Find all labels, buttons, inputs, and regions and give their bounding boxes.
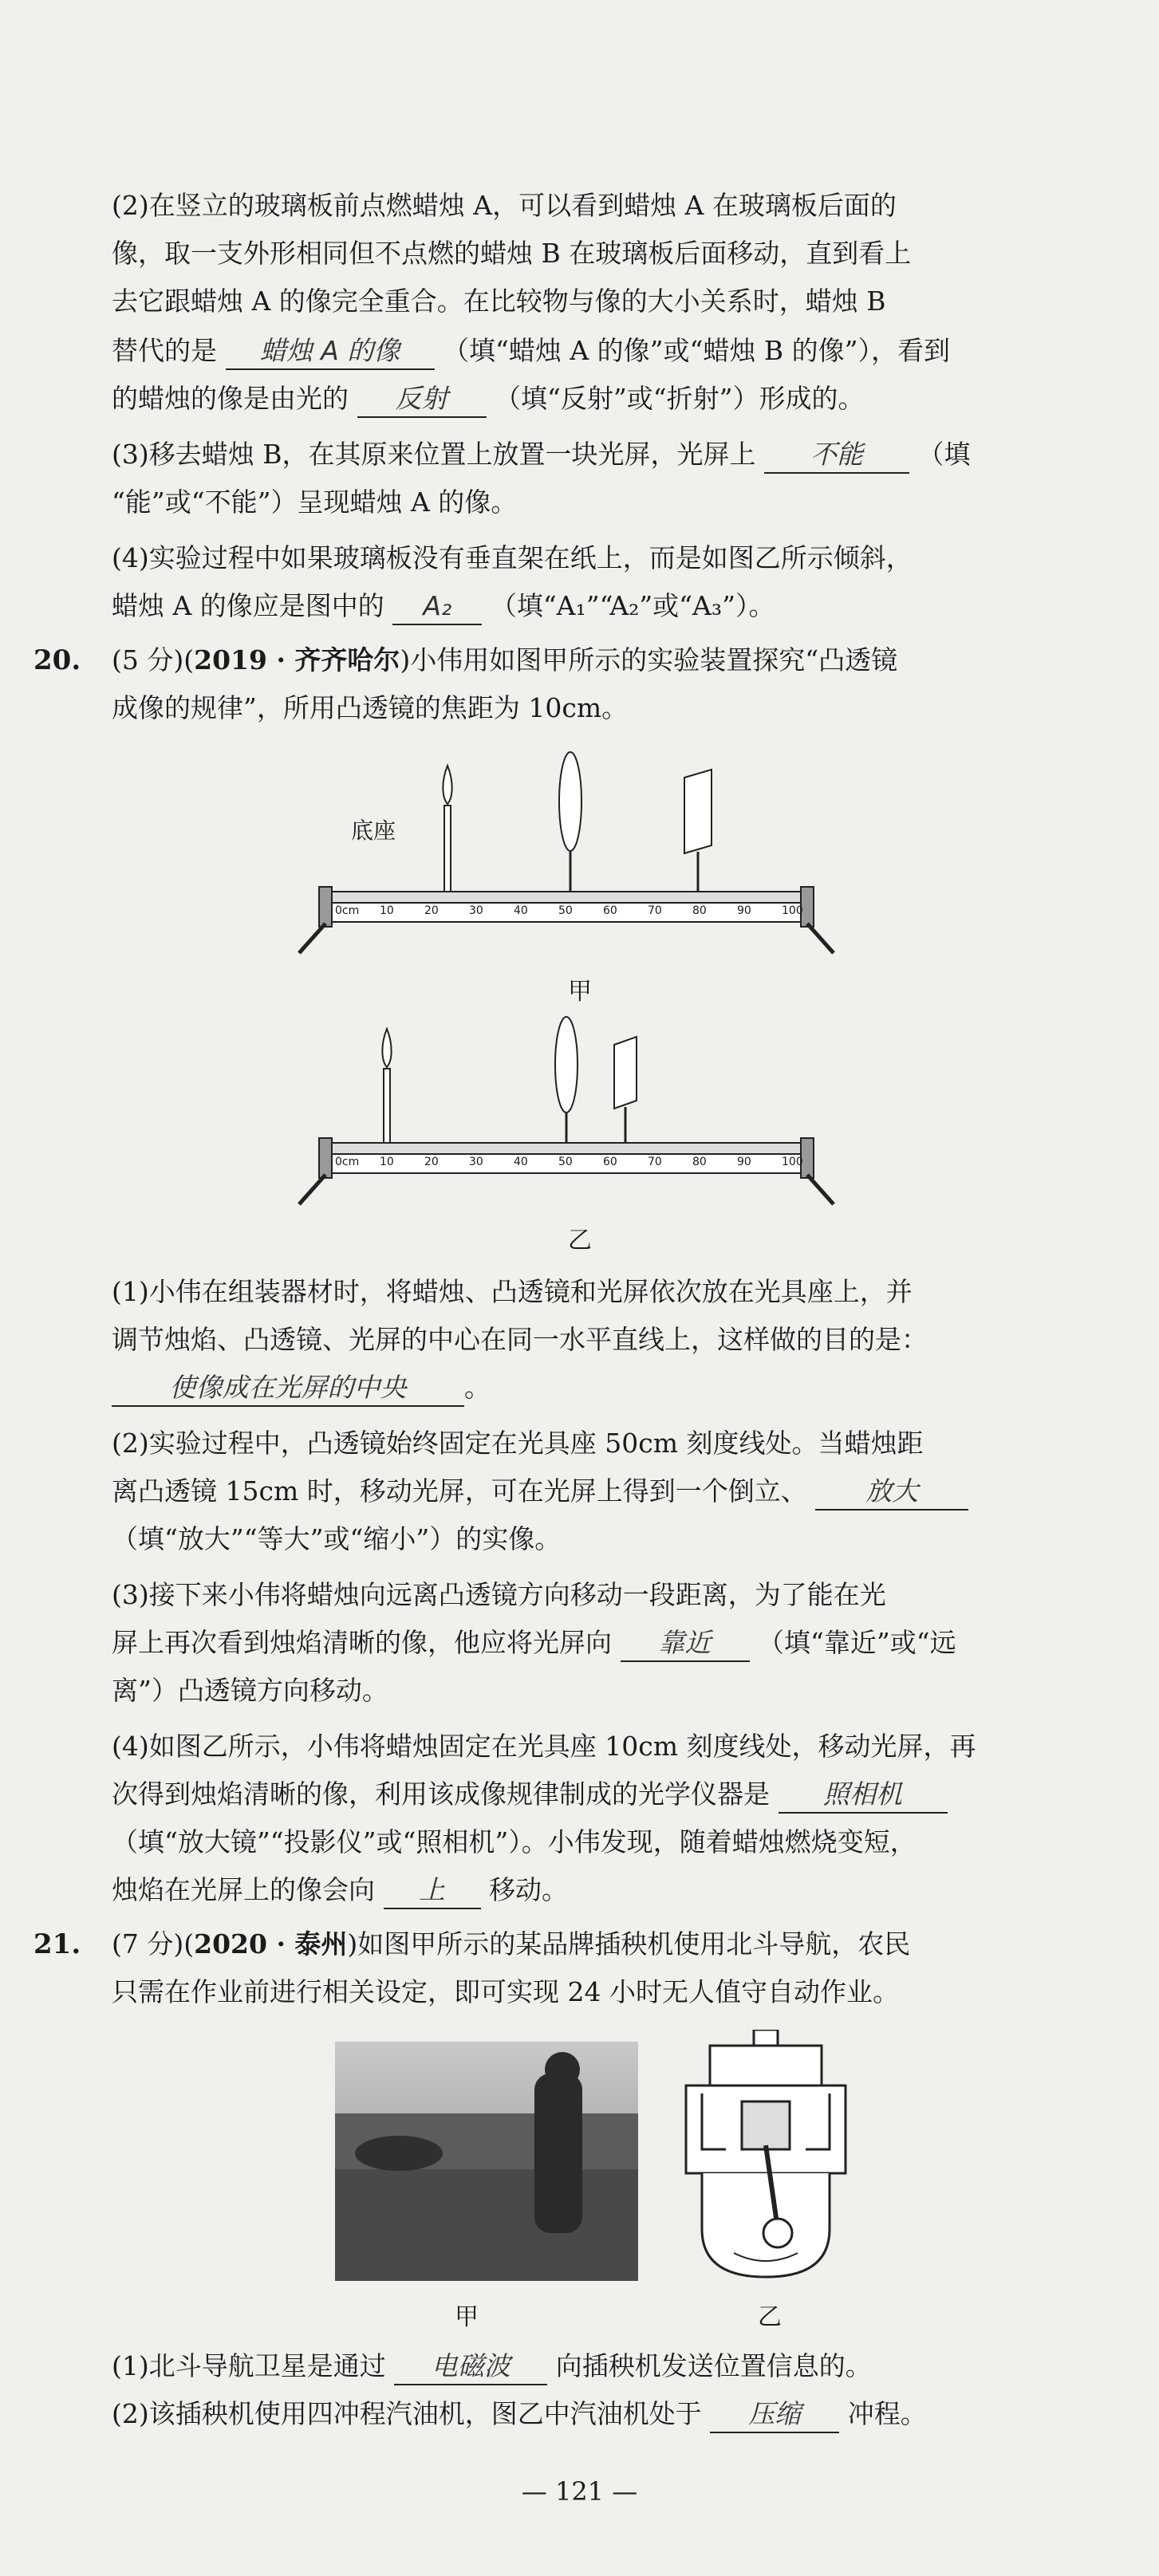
answer-blank: 压缩 [710,2397,839,2433]
figure-caption-b: 乙 [568,1227,592,1255]
ruler-tick-label: 70 [648,1156,662,1168]
text: 冲程。 [847,2398,927,2429]
ruler-tick-label: 30 [469,904,483,917]
q19-part3-line1 [112,437,1053,474]
figure-caption-a: 甲 [455,2303,479,2331]
q21-intro-line1 [112,1927,1053,1962]
ruler-tick-label: 100 [782,1156,803,1168]
ruler-tick-label: 0cm [335,1156,360,1168]
q19-part4-line2 [112,589,1053,625]
rice-transplanter-photo [335,2042,638,2281]
question-number: 21. [34,1928,81,1960]
ruler-tick-label: 10 [380,904,394,917]
base-label: 底座 [351,817,396,844]
text: )小伟用如图甲所示的实验装置探究“凸透镜 [400,644,898,676]
figure-caption-a: 甲 [568,978,592,1006]
q19-part2-line1: (2)在竖立的玻璃板前点燃蜡烛 A，可以看到蜡烛 A 在玻璃板后面的 [112,190,897,221]
text: (7 分)( [112,1928,195,1960]
text: 移动。 [489,1874,568,1905]
q20-part4-line2 [112,1777,1053,1814]
q19-part2-line5 [112,381,1053,418]
q20-part1-line2: 调节烛焰、凸透镜、光屏的中心在同一水平直线上，这样做的目的是： [112,1324,928,1355]
q21-part2 [112,2397,1053,2433]
ruler-ticks-a [335,904,803,920]
q20-part2-line1: (2)实验过程中，凸透镜始终固定在光具座 50cm 刻度线处。当蜡烛距 [112,1428,924,1459]
text: （填“靠近”或“远 [758,1627,956,1658]
page-number: — 121 — [521,2476,638,2507]
ruler-tick-label: 90 [737,1156,751,1168]
q20-part3-line2 [112,1625,1053,1662]
text: （填 [917,439,971,470]
text: 向插秧机发送位置信息的。 [555,2350,872,2381]
ruler-ticks-b [335,1156,803,1172]
text: （填“反射”或“折射”）形成的。 [495,383,865,414]
ruler-tick-label: 30 [469,1156,483,1168]
engine-diagram [678,2030,861,2285]
text: )如图甲所示的某品牌插秧机使用北斗导航，农民 [347,1928,911,1960]
text: (5 分)( [112,644,195,676]
text: (2)该插秧机使用四冲程汽油机，图乙中汽油机处于 [112,2398,702,2429]
q19-part4-line1: (4)实验过程中如果玻璃板没有垂直架在纸上，而是如图乙所示倾斜， [112,542,913,573]
answer-blank: 反射 [357,381,487,418]
q19-part3-line2: “能”或“不能”）呈现蜡烛 A 的像。 [112,486,518,518]
ruler-tick-label: 60 [603,1156,617,1168]
q20-part1-line1: (1)小伟在组装器材时，将蜡烛、凸透镜和光屏依次放在光具座上，并 [112,1276,913,1307]
ruler-tick-label: 50 [558,904,573,917]
answer-blank: 不能 [764,437,909,474]
ruler-tick-label: 60 [603,904,617,917]
text: 次得到烛焰清晰的像，利用该成像规律制成的光学仪器是 [112,1778,770,1810]
text: 烛焰在光屏上的像会向 [112,1874,375,1905]
text: 蜡烛 A 的像应是图中的 [112,590,384,621]
text: （填“蜡烛 A 的像”或“蜡烛 B 的像”），看到 [443,335,951,366]
answer-blank: 电磁波 [394,2349,547,2385]
q20-part2-line2 [112,1474,1053,1511]
ruler-tick-label: 90 [737,904,751,917]
text: （填“A₁”“A₂”或“A₃”）。 [490,590,775,621]
ruler-tick-label: 40 [514,1156,528,1168]
text: (3)移去蜡烛 B，在其原来位置上放置一块光屏，光屏上 [112,439,756,470]
answer-blank: 放大 [815,1474,968,1511]
question-number: 20. [34,644,81,676]
answer-blank: 蜡烛 A 的像 [226,333,435,370]
q20-part4-line4 [112,1873,1053,1909]
q19-part2-line4 [112,333,1053,370]
q21-part1 [112,2349,1053,2385]
text: (1)北斗导航卫星是通过 [112,2350,386,2381]
q20-intro-line2: 成像的规律”，所用凸透镜的焦距为 10cm。 [112,692,629,723]
text: 离凸透镜 15cm 时，移动光屏，可在光屏上得到一个倒立、 [112,1475,807,1507]
answer-blank: A₂ [392,589,482,625]
q20-intro-line1 [112,643,1053,678]
ruler-tick-label: 10 [380,1156,394,1168]
answer-blank: 使像成在光屏的中央 [112,1370,464,1407]
source-tag: 2019 · 齐齐哈尔 [194,644,400,676]
q20-part3-line1: (3)接下来小伟将蜡烛向远离凸透镜方向移动一段距离，为了能在光 [112,1579,886,1610]
ruler-tick-label: 0cm [335,904,360,917]
ruler-tick-label: 20 [424,904,439,917]
text: 屏上再次看到烛焰清晰的像，他应将光屏向 [112,1627,612,1658]
optical-bench-figure-b [295,1013,853,1220]
answer-blank: 上 [384,1873,481,1909]
answer-blank: 照相机 [779,1777,948,1814]
ruler-tick-label: 50 [558,1156,573,1168]
ruler-tick-label: 40 [514,904,528,917]
q20-part4-line3: （填“放大镜”“投影仪”或“照相机”）。小伟发现，随着蜡烛燃烧变短， [112,1826,917,1857]
text: 的蜡烛的像是由光的 [112,383,349,414]
optical-bench-figure-a [295,750,853,965]
q20-part4-line1: (4)如图乙所示，小伟将蜡烛固定在光具座 10cm 刻度线处，移动光屏，再 [112,1731,976,1762]
answer-blank: 靠近 [621,1625,750,1662]
ruler-tick-label: 70 [648,904,662,917]
q20-part3-line3: 离”）凸透镜方向移动。 [112,1675,388,1706]
ruler-tick-label: 80 [692,1156,707,1168]
ruler-tick-label: 20 [424,1156,439,1168]
text: 。 [464,1372,491,1403]
source-tag: 2020 · 泰州 [194,1928,348,1960]
ruler-tick-label: 80 [692,904,707,917]
q19-part2-line3: 去它跟蜡烛 A 的像完全重合。在比较物与像的大小关系时，蜡烛 B [112,286,886,317]
q21-intro-line2: 只需在作业前进行相关设定，即可实现 24 小时无人值守自动作业。 [112,1976,899,2007]
q20-part2-line3: （填“放大”“等大”或“缩小”）的实像。 [112,1523,562,1554]
figure-caption-b: 乙 [758,2303,782,2331]
q20-part1-line3 [112,1370,1053,1407]
text: 替代的是 [112,335,217,366]
q19-part2-line2: 像，取一支外形相同但不点燃的蜡烛 B 在玻璃板后面移动，直到看上 [112,238,912,269]
ruler-tick-label: 100 [782,904,803,917]
